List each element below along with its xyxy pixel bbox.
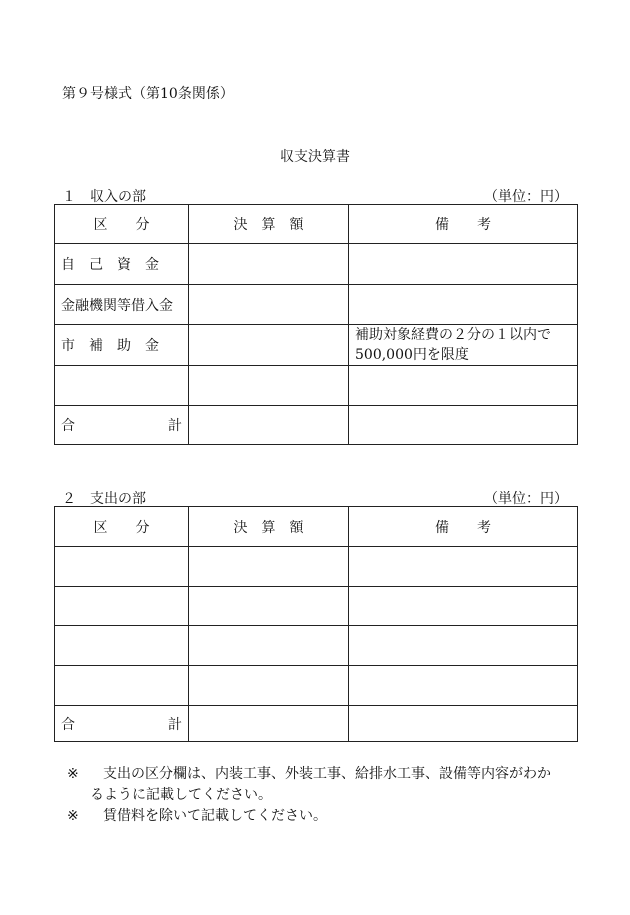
income-row: [55, 325, 578, 366]
expense-col-amount: 決 算 額: [189, 507, 349, 547]
expense-note-cell[interactable]: [349, 547, 578, 587]
expense-row: [55, 587, 578, 626]
expense-amount-cell[interactable]: [189, 587, 349, 626]
footnote-line: [67, 764, 587, 785]
expense-category-cell[interactable]: [55, 547, 189, 587]
income-row: [55, 366, 578, 406]
income-table: [54, 204, 578, 445]
expense-table: [54, 506, 578, 742]
expense-col-note: 備 考: [349, 507, 578, 547]
expense-category-cell[interactable]: [55, 666, 189, 706]
income-amount-cell[interactable]: [189, 244, 349, 285]
income-total-label: [55, 406, 189, 445]
expense-total-row: [55, 706, 578, 742]
expense-total-note[interactable]: [349, 706, 578, 742]
footnote-text: 支出の区分欄は、内装工事、外装工事、給排水工事、設備等内容がわか: [103, 766, 551, 782]
income-col-category: 区 分: [55, 205, 189, 244]
expense-row: [55, 666, 578, 706]
total-label-right: 計: [168, 418, 182, 434]
income-category-cell: 市 補 助 金: [55, 325, 189, 366]
income-amount-cell[interactable]: [189, 366, 349, 406]
expense-note-cell[interactable]: [349, 666, 578, 706]
income-header-row: [55, 205, 578, 244]
income-category-cell[interactable]: [55, 366, 189, 406]
expense-section-label: ２ 支出の部: [62, 491, 146, 507]
expense-note-cell[interactable]: [349, 626, 578, 666]
income-note-cell[interactable]: [349, 366, 578, 406]
expense-header-row: [55, 507, 578, 547]
income-col-amount: 決 算 額: [189, 205, 349, 244]
income-row: [55, 244, 578, 285]
reference-mark-icon: ※: [67, 766, 79, 782]
income-note-cell[interactable]: 補助対象経費の２分の１以内で500,000円を限度: [349, 325, 578, 366]
expense-amount-cell[interactable]: [189, 626, 349, 666]
income-category-cell: 自 己 資 金: [55, 244, 189, 285]
income-category-cell: 金融機関等借入金: [55, 285, 189, 325]
income-col-note: 備 考: [349, 205, 578, 244]
total-label-right: 計: [168, 716, 182, 733]
income-amount-cell[interactable]: [189, 325, 349, 366]
reference-mark-icon: ※: [67, 808, 79, 824]
income-row: [55, 285, 578, 325]
document-title: 収支決算書: [280, 149, 350, 165]
expense-amount-cell[interactable]: [189, 547, 349, 587]
expense-note-cell[interactable]: [349, 587, 578, 626]
footnote-continuation: るように記載してください。: [90, 787, 272, 803]
expense-total-amount[interactable]: [189, 706, 349, 742]
expense-total-label: [55, 706, 189, 742]
income-total-note[interactable]: [349, 406, 578, 445]
income-total-row: [55, 406, 578, 445]
total-label-left: 合: [61, 716, 75, 733]
income-unit-label: （単位：円）: [484, 189, 568, 205]
footnote-line: [67, 806, 587, 827]
expense-amount-cell[interactable]: [189, 666, 349, 706]
income-section-label: １ 収入の部: [62, 189, 146, 205]
total-label-left: 合: [61, 418, 75, 434]
expense-category-cell[interactable]: [55, 587, 189, 626]
footnote-text: 賃借料を除いて記載してください。: [103, 808, 327, 824]
income-amount-cell[interactable]: [189, 285, 349, 325]
expense-row: [55, 547, 578, 587]
income-total-amount[interactable]: [189, 406, 349, 445]
expense-row: [55, 626, 578, 666]
income-note-cell[interactable]: [349, 244, 578, 285]
income-note-cell[interactable]: [349, 285, 578, 325]
expense-col-category: 区 分: [55, 507, 189, 547]
expense-category-cell[interactable]: [55, 626, 189, 666]
expense-unit-label: （単位：円）: [484, 491, 568, 507]
form-number: 第９号様式（第10条関係）: [62, 86, 234, 102]
footnote: [67, 764, 587, 827]
